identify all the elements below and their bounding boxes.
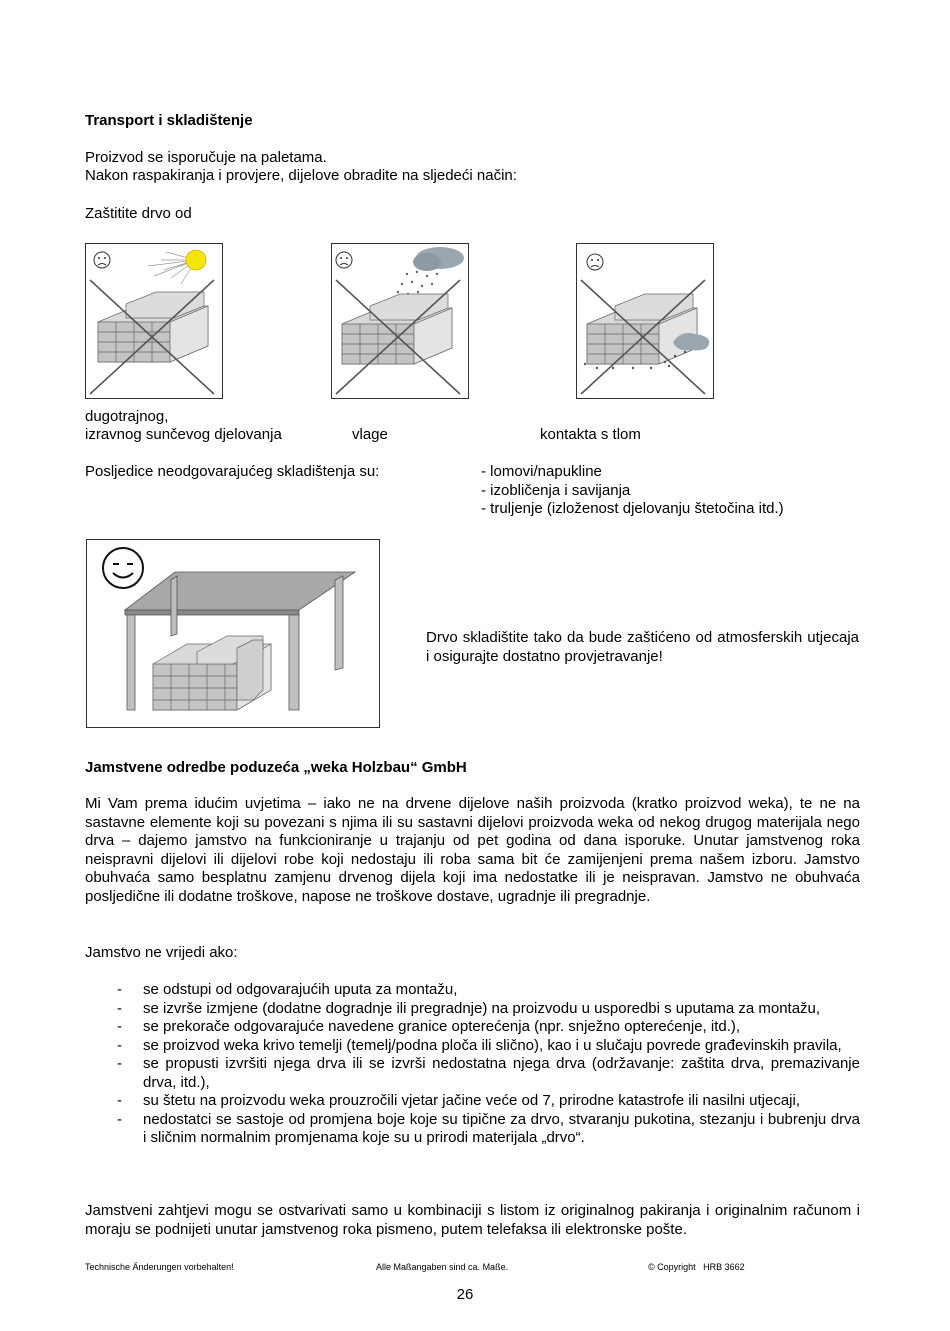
footer-left: Technische Änderungen vorbehalten!	[85, 1262, 234, 1272]
footer-center: Alle Maßangaben sind ca. Maße.	[376, 1262, 509, 1272]
list-item-text: se odstupi od odgovarajućih uputa za montažu,	[143, 981, 458, 998]
rain-cloud-icon	[397, 247, 464, 297]
warranty-closing: Jamstveni zahtjevi mogu se ostvarivati samo u kombinaciji s listom iz originalnog pakiranja i originalnim računom i moraju se podnijeti unutar jamstvenog roka pismeno, putem telefaksa ili elektronske pošte.	[85, 1202, 860, 1238]
list-bullet: -	[117, 1055, 122, 1072]
list-item-text: se prekorače odgovarajuće navedene granice opterećenja (npr. snježno opterećenje, itd.),	[143, 1018, 741, 1035]
list-item	[85, 1055, 860, 1092]
figure-label-sun-line1: dugotrajnog,	[85, 408, 169, 425]
page-number: 26	[456, 1286, 474, 1303]
warranty-exclusions-list	[85, 981, 860, 1148]
unpacking-text: Nakon raspakiranja i provjere, dijelove obradite na sljedeći način:	[85, 167, 517, 184]
list-bullet: -	[117, 981, 122, 998]
consequence-item: - lomovi/napukline	[481, 463, 602, 480]
warranty-exclusions-intro: Jamstvo ne vrijedi ako:	[85, 944, 238, 961]
sad-face-icon	[587, 254, 603, 270]
happy-face-icon	[103, 548, 143, 588]
list-item	[85, 1092, 860, 1111]
figure-correct-storage	[86, 539, 380, 728]
protect-intro: Zaštitite drvo od	[85, 205, 192, 222]
consequences-intro: Posljedice neodgovarajućeg skladištenja su:	[85, 463, 380, 480]
list-item-text: nedostatci se sastoje od promjena boje koje su tipične za drvo, stvaranju pukotina, stezanju i bubrenju drva i sličnim normalnim promjenama koje su u prirodi materijala „drvo“.	[143, 1110, 860, 1146]
list-bullet: -	[117, 1092, 122, 1109]
sad-face-icon	[336, 252, 352, 268]
list-bullet: -	[117, 1036, 122, 1054]
consequence-item: - truljenje (izloženost djelovanju štetočina itd.)	[481, 500, 784, 517]
list-item-text: su štetu na proizvodu weka prouzročili vjetar jačine veće od 7, prirodne katastrofe ili nasilni utjecaji,	[143, 1092, 801, 1109]
list-item	[85, 1000, 860, 1019]
list-item	[85, 1018, 860, 1037]
section-heading-transport: Transport i skladištenje	[85, 112, 253, 129]
list-item-text: se propusti izvršiti njega drva ili se izvrši nedostatna njega drva (održavanje: zaštita drva, premazivanje drva, itd.),	[143, 1055, 860, 1091]
sad-face-icon	[94, 252, 110, 268]
section-heading-warranty: Jamstvene odredbe poduzeća „weka Holzbau“ GmbH	[85, 759, 467, 776]
list-bullet: -	[117, 1110, 122, 1128]
delivery-text: Proizvod se isporučuje na paletama.	[85, 149, 327, 166]
list-item-text: se proizvod weka krivo temelji (temelj/podna ploča ili slično), kao i u slučaju povrede građevinskih pravila,	[143, 1036, 842, 1054]
sun-icon	[148, 250, 206, 284]
list-item	[85, 981, 860, 1000]
figure-label-ground: kontakta s tlom	[540, 426, 641, 443]
list-item	[85, 1037, 860, 1056]
storage-tip: Drvo skladištite tako da bude zaštićeno od atmosferskih utjecaja i osigurajte dostatno provjetravanje!	[426, 629, 859, 665]
footer-copyright: © Copyright HRB 3662	[648, 1262, 745, 1272]
list-bullet: -	[117, 1018, 122, 1035]
list-item	[85, 1111, 860, 1148]
lumber-stack-icon	[587, 294, 697, 364]
list-item-text: se izvrše izmjene (dodatne dogradnje ili pregradnje) na proizvodu u usporedbi s uputama za montažu,	[143, 999, 821, 1017]
figure-label-sun-line2: izravnog sunčevog djelovanja	[85, 426, 282, 443]
figure-sun-damage	[85, 243, 223, 399]
figure-ground-contact-damage	[576, 243, 714, 399]
warranty-paragraph: Mi Vam prema idućim uvjetima – iako ne na drvene dijelove naših proizvoda (kratko proizvod weka), te ne na sastavne elemente koji su povezani s njima ili su sastavni dijelovi proizvoda weka od nekog drugog materijala nego drva – dajemo jamstvo na funkcioniranje u trajanju od pet godina od dana isporuke. Unutar jamstvenog roka neispravni dijelovi ili dijelovi robe koji nedostaju ili roba sama bit će zamijenjeni prema našem izboru. Jamstvo obuhvaća samo besplatnu zamjenu drvenog dijela koji ima nedostatke ili je neispravan. Jamstvo ne obuhvaća posljedične ili dodatne troškove, napose ne troškove dostave, ugradnje ili pregradnje.	[85, 795, 860, 905]
consequence-item: - izobličenja i savijanja	[481, 482, 631, 499]
figure-label-moisture: vlage	[352, 426, 388, 443]
lumber-stack-icon	[153, 636, 271, 710]
figure-moisture-damage	[331, 243, 469, 399]
list-bullet: -	[117, 999, 122, 1017]
lumber-stack-icon	[342, 294, 452, 364]
